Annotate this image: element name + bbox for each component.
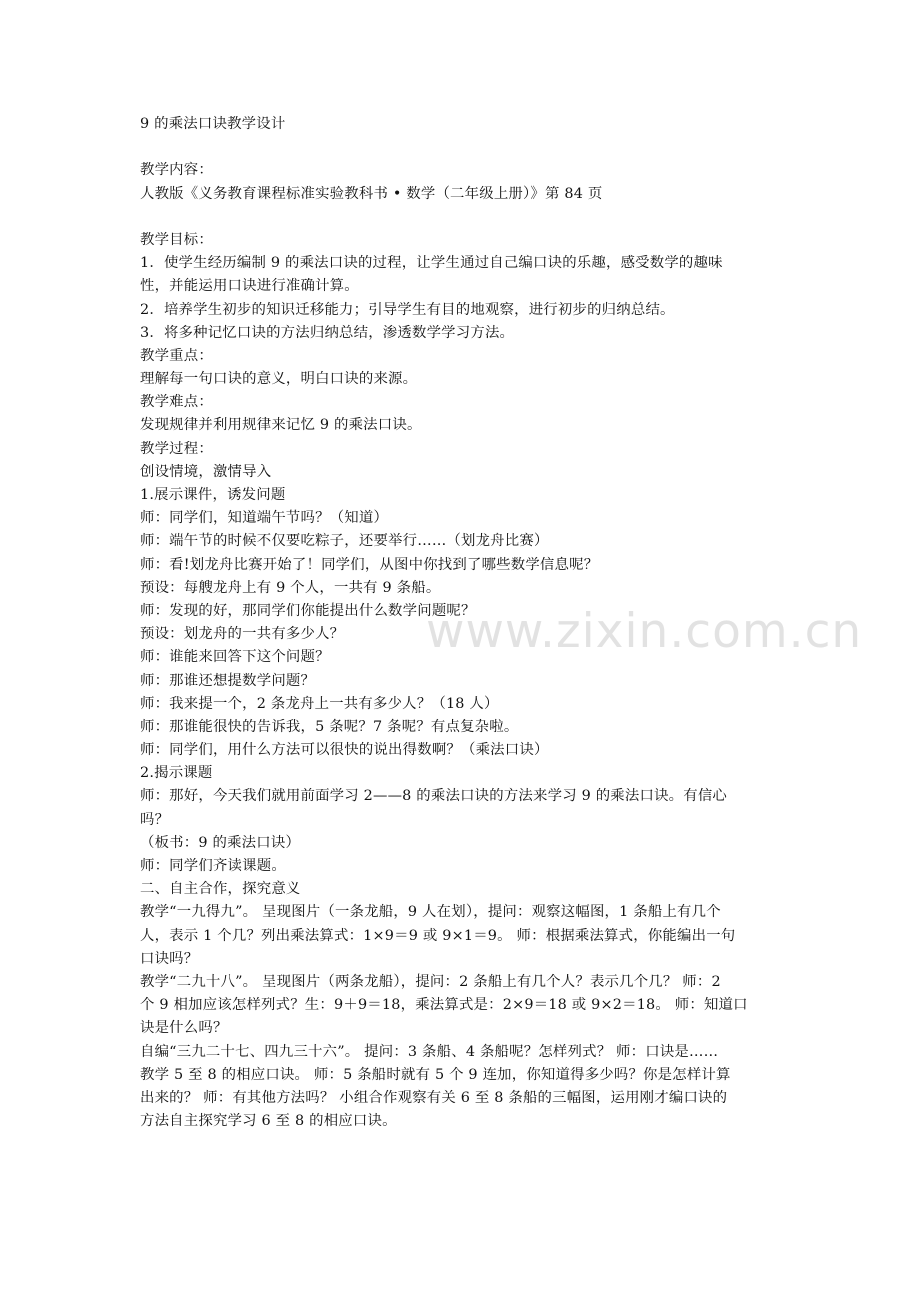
spacer [140, 206, 786, 229]
process-heading: 教学过程： [140, 440, 213, 457]
paragraph-line: 人，表示 1 个几？列出乘法算式：1×9＝9 或 9×1＝9。 师：根据乘法算式，你能编出一句 [140, 927, 736, 944]
dialogue-line: 师：同学们齐读课题。 [140, 858, 286, 874]
dialogue-line: 预设：划龙舟的一共有多少人？ [140, 626, 345, 643]
step-2-heading: 2.揭示课题 [140, 765, 213, 782]
paragraph-line: 出来的？ 师：有其他方法吗？ 小组合作观察有关 6 至 8 条船的三幅图，运用刚才编口诀的 [140, 1089, 728, 1106]
section-1-heading: 创设情境，激情导入 [140, 463, 272, 480]
dialogue-line: 师：同学们，知道端午节吗？（知道） [140, 510, 389, 527]
content-text: 人教版《义务教育课程标准实验教科书 • 数学（二年级上册）》第 84 页 [140, 185, 603, 202]
paragraph-line: 自编“三九二十七、四九三十六”。 提问：3 条船、4 条船呢？怎样列式？ 师：口诀是…… [140, 1043, 719, 1060]
paragraph-line: 教学“一九得九”。 呈现图片（一条龙船，9 人在划），提问：观察这幅图，1 条船上有几个 [140, 904, 721, 921]
goal-1-line-2: 性，并能运用口诀进行准确计算。 [140, 278, 359, 295]
paragraph-line: 教学“二九十八”。 呈现图片（两条龙船），提问：2 条船上有几个人？表示几个几？ 师：2 [140, 973, 721, 990]
goal-2: 2．培养学生初步的知识迁移能力；引导学生有目的地观察，进行初步的归纳总结。 [140, 301, 675, 318]
key-text: 理解每一句口诀的意义，明白口诀的来源。 [140, 371, 418, 388]
goal-1-line-1: 1．使学生经历编制 9 的乘法口诀的过程，让学生通过自己编口诀的乐趣，感受数学的趣味 [140, 255, 723, 272]
dialogue-line: 师：那好，今天我们就用前面学习 2——8 的乘法口诀的方法来学习 9 的乘法口诀。有信心 [140, 788, 728, 805]
dialogue-line: 预设：每艘龙舟上有 9 个人，一共有 9 条船。 [140, 579, 441, 596]
content-heading: 教学内容： [140, 162, 213, 179]
difficulty-heading: 教学难点： [140, 394, 213, 411]
spacer [140, 136, 786, 159]
goal-3: 3．将多种记忆口诀的方法归纳总结，渗透数学学习方法。 [140, 324, 515, 341]
paragraph-line: 口诀吗？ [140, 950, 199, 967]
dialogue-line: 师：我来提一个，2 条龙舟上一共有多少人？（18 人） [140, 695, 499, 712]
paragraph-line: 诀是什么吗？ [140, 1020, 228, 1037]
dialogue-line: 吗？ [140, 811, 170, 828]
dialogue-line: 师：那谁能很快的告诉我，5 条呢？7 条呢？有点复杂啦。 [140, 718, 519, 735]
dialogue-line: 师：发现的好，那同学们你能提出什么数学问题呢？ [140, 602, 476, 619]
difficulty-text: 发现规律并利用规律来记忆 9 的乘法口诀。 [140, 417, 422, 434]
paragraph-line: 个 9 相加应该怎样列式？生：9＋9＝18，乘法算式是：2×9＝18 或 9×2＝18。 师：知道口 [140, 997, 748, 1014]
dialogue-line: 师：同学们，用什么方法可以很快的说出得数啊？（乘法口诀） [140, 742, 549, 759]
document-title: 9 的乘法口诀教学设计 [140, 116, 286, 132]
dialogue-line: 师：看!划龙舟比赛开始了！同学们，从图中你找到了哪些数学信息呢？ [140, 556, 599, 573]
section-2-heading: 二、自主合作，探究意义 [140, 881, 301, 898]
paragraph-line: 方法自主探究学习 6 至 8 的相应口诀。 [140, 1113, 397, 1130]
goals-heading: 教学目标： [140, 231, 213, 248]
document-body [140, 113, 786, 1133]
watermark: www.zixin.com.cn [426, 604, 863, 659]
board-note: （板书：9 的乘法口诀） [140, 834, 301, 851]
paragraph-line: 教学 5 至 8 的相应口诀。 师：5 条船时就有 5 个 9 连加，你知道得多少吗？你是怎样计算 [140, 1066, 731, 1083]
dialogue-line: 师：谁能来回答下这个问题？ [140, 649, 330, 666]
dialogue-line: 师：那谁还想提数学问题？ [140, 672, 316, 689]
step-1-heading: 1.展示课件，诱发问题 [140, 487, 286, 503]
dialogue-line: 师：端午节的时候不仅要吃粽子，还要举行……（划龙舟比赛） [140, 533, 549, 550]
key-heading: 教学重点： [140, 347, 213, 364]
